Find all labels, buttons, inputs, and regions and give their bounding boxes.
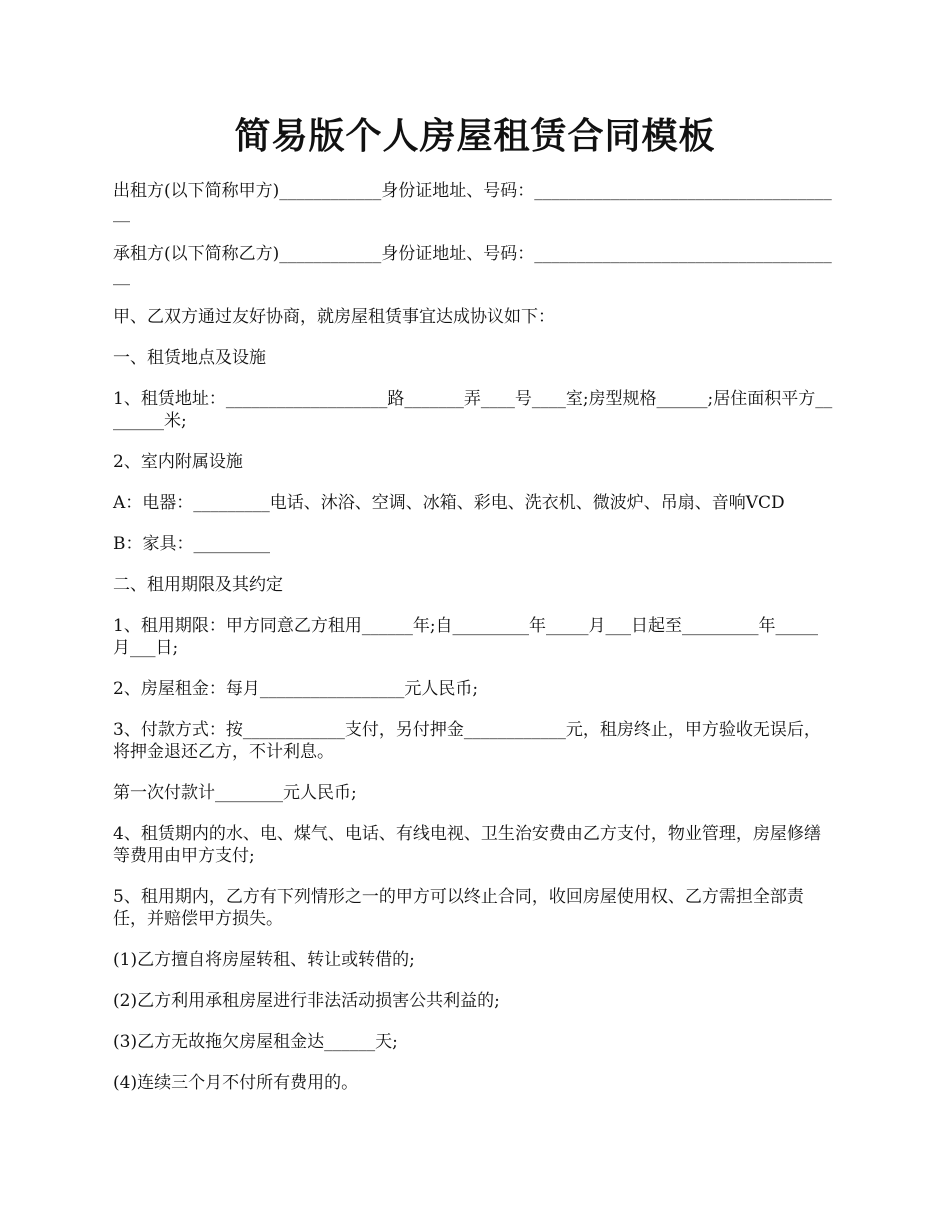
paragraph-utilities: 4、租赁期内的水、电、煤气、电话、有线电视、卫生治安费由乙方支付，物业管理，房屋修缮等费用由甲方支付; <box>113 824 821 866</box>
section-heading-term: 二、租用期限及其约定 <box>113 575 283 595</box>
paragraph-lessee-info: 承租方(以下简称乙方)____________身份证地址、号码：_____________________________________ <box>113 244 832 286</box>
document-body <box>113 180 835 1113</box>
paragraph-clause-3: (3)乙方无故拖欠房屋租金达______天; <box>113 1032 398 1052</box>
paragraph-facilities-heading: 2、室内附属设施 <box>113 452 243 472</box>
paragraph-clause-1: (1)乙方擅自将房屋转租、转让或转借的; <box>113 950 415 970</box>
section-heading-location: 一、租赁地点及设施 <box>113 348 266 368</box>
paragraph-lease-term: 1、租用期限：甲方同意乙方租用______年;自_________年_____月___日起至_________年_____月___日; <box>113 616 819 658</box>
paragraph-clause-4: (4)连续三个月不付所有费用的。 <box>113 1073 359 1093</box>
paragraph-clause-2: (2)乙方利用承租房屋进行非法活动损害公共利益的; <box>113 991 500 1011</box>
paragraph-appliances: A：电器：_________电话、沐浴、空调、冰箱、彩电、洗衣机、微波炉、吊扇、音响VCD <box>113 493 785 513</box>
paragraph-termination: 5、租用期内，乙方有下列情形之一的甲方可以终止合同，收回房屋使用权、乙方需担全部责任，并赔偿甲方损失。 <box>113 887 804 929</box>
paragraph-rent: 2、房屋租金：每月_________________元人民币; <box>113 679 479 699</box>
document-title: 简易版个人房屋租赁合同模板 <box>234 115 716 157</box>
paragraph-lessor-info: 出租方(以下简称甲方)____________身份证地址、号码：_____________________________________ <box>113 181 832 223</box>
paragraph-furniture: B：家具：_________ <box>113 534 270 554</box>
paragraph-payment-method: 3、付款方式：按____________支付，另付押金____________元，租房终止，甲方验收无误后，将押金退还乙方，不计利息。 <box>113 720 821 762</box>
paragraph-rental-address: 1、租赁地址：___________________路_______弄____号____室;房型规格______;居住面积平方________米; <box>113 389 833 431</box>
paragraph-agreement-intro: 甲、乙双方通过友好协商，就房屋租赁事宜达成协议如下： <box>113 307 555 327</box>
paragraph-first-payment: 第一次付款计________元人民币; <box>113 783 357 803</box>
